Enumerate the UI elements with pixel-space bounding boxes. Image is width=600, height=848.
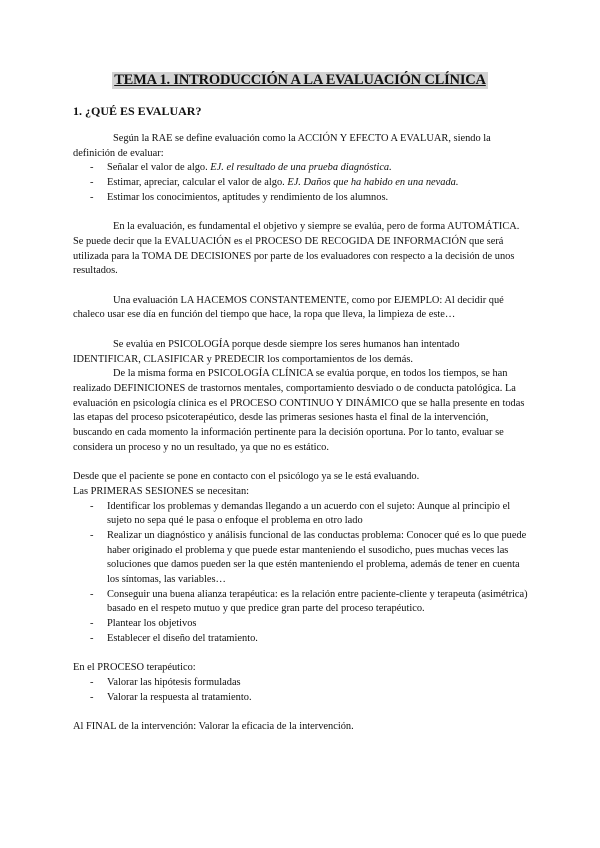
paragraph-psychology: Se evalúa en PSICOLOGÍA porque desde siempre los seres humanos han intentado IDENTIFICAR, CLASIFICAR y PREDECIR los comportamientos de los demás. xyxy=(73,338,460,365)
list-item: - Estimar, apreciar, calcular el valor de algo. EJ. Daños que ha habido en una nevada. xyxy=(73,176,529,191)
paragraph-rae-definition: Según la RAE se define evaluación como la ACCIÓN Y EFECTO A EVALUAR, siendo la definición de evaluar: xyxy=(73,133,491,159)
paragraph-constant-evaluation: Una evaluación LA HACEMOS CONSTANTEMENTE, como por EJEMPLO: Al decidir qué chaleco usar ese día en función del tiempo que hace, la ropa que lleva, la limpieza de este… xyxy=(73,294,504,321)
list-item: - Identificar los problemas y demandas llegando a un acuerdo con el sujeto: Aunque al principio el sujeto no sepa qué le pasa o enfoque el problema en otro lado xyxy=(73,500,529,529)
list-item: - Valorar la respuesta al tratamiento. xyxy=(73,691,529,706)
list-item: - Valorar las hipótesis formuladas xyxy=(73,676,529,691)
document-title: TEMA 1. INTRODUCCIÓN A LA EVALUACIÓN CLÍNICA xyxy=(114,72,486,88)
paragraph-clinical-psychology: De la misma forma en PSICOLOGÍA CLÍNICA se evalúa porque, en todos los tiempos, se han realizado DEFINICIONES de trastornos mentales, comportamiento desviado o de conducta patológica. La evaluación en psicología clínica es el PROCESO CONTINUO Y DINÁMICO que se halla presente en todas las etapas del proceso psicoterapéutico, desde las primeras sesiones hasta el final de la intervención, buscando en cada momento la información pertinente para la decisión oportuna. Por lo tanto, evaluar se considera un proceso y no un resultado, ya que no es estático. xyxy=(73,368,525,453)
paragraph-first-sessions: Las PRIMERAS SESIONES se necesitan: xyxy=(73,485,250,497)
paragraph-therapeutic-process: En el PROCESO terapéutico: xyxy=(73,662,196,674)
document-body xyxy=(73,132,529,735)
paragraph-final-intervention: Al FINAL de la intervención: Valorar la eficacia de la intervención. xyxy=(73,721,354,733)
paragraph-evaluation-process: En la evaluación, es fundamental el objetivo y siempre se evalúa, pero de forma AUTOMÁTICA. Se puede decir que la EVALUACIÓN es el PROCESO DE RECOGIDA DE INFORMACIÓN que será utilizada para la TOMA DE DECISIONES por parte de los evaluadores con respecto a la decisión de unos resultados. xyxy=(73,221,520,277)
therapeutic-process-list xyxy=(73,676,529,705)
list-item: - Señalar el valor de algo. EJ. el resultado de una prueba diagnóstica. xyxy=(73,161,529,176)
list-item: - Plantear los objetivos xyxy=(73,617,529,632)
list-item: - Establecer el diseño del tratamiento. xyxy=(73,632,529,647)
list-item: - Conseguir una buena alianza terapéutica: es la relación entre paciente-cliente y terapeuta (asimétrica) basado en el respeto mutuo y que predice gran parte del proceso terapéutico. xyxy=(73,588,529,617)
list-item: - Realizar un diagnóstico y análisis funcional de las conductas problema: Conocer qué es lo que puede haber originado el problema y que puede estar manteniendo el susodicho, pues muchas veces las soluciones que damos pueden ser la que estén manteniendo el problema, además de tener en cuenta los síntomas, las variables… xyxy=(73,529,529,588)
definition-list xyxy=(73,161,529,205)
section-heading: 1. ¿QUÉ ES EVALUAR? xyxy=(73,104,202,118)
first-sessions-list xyxy=(73,500,529,647)
paragraph-patient-contact: Desde que el paciente se pone en contacto con el psicólogo ya se le está evaluando. xyxy=(73,471,420,483)
list-item: - Estimar los conocimientos, aptitudes y rendimiento de los alumnos. xyxy=(73,191,529,206)
